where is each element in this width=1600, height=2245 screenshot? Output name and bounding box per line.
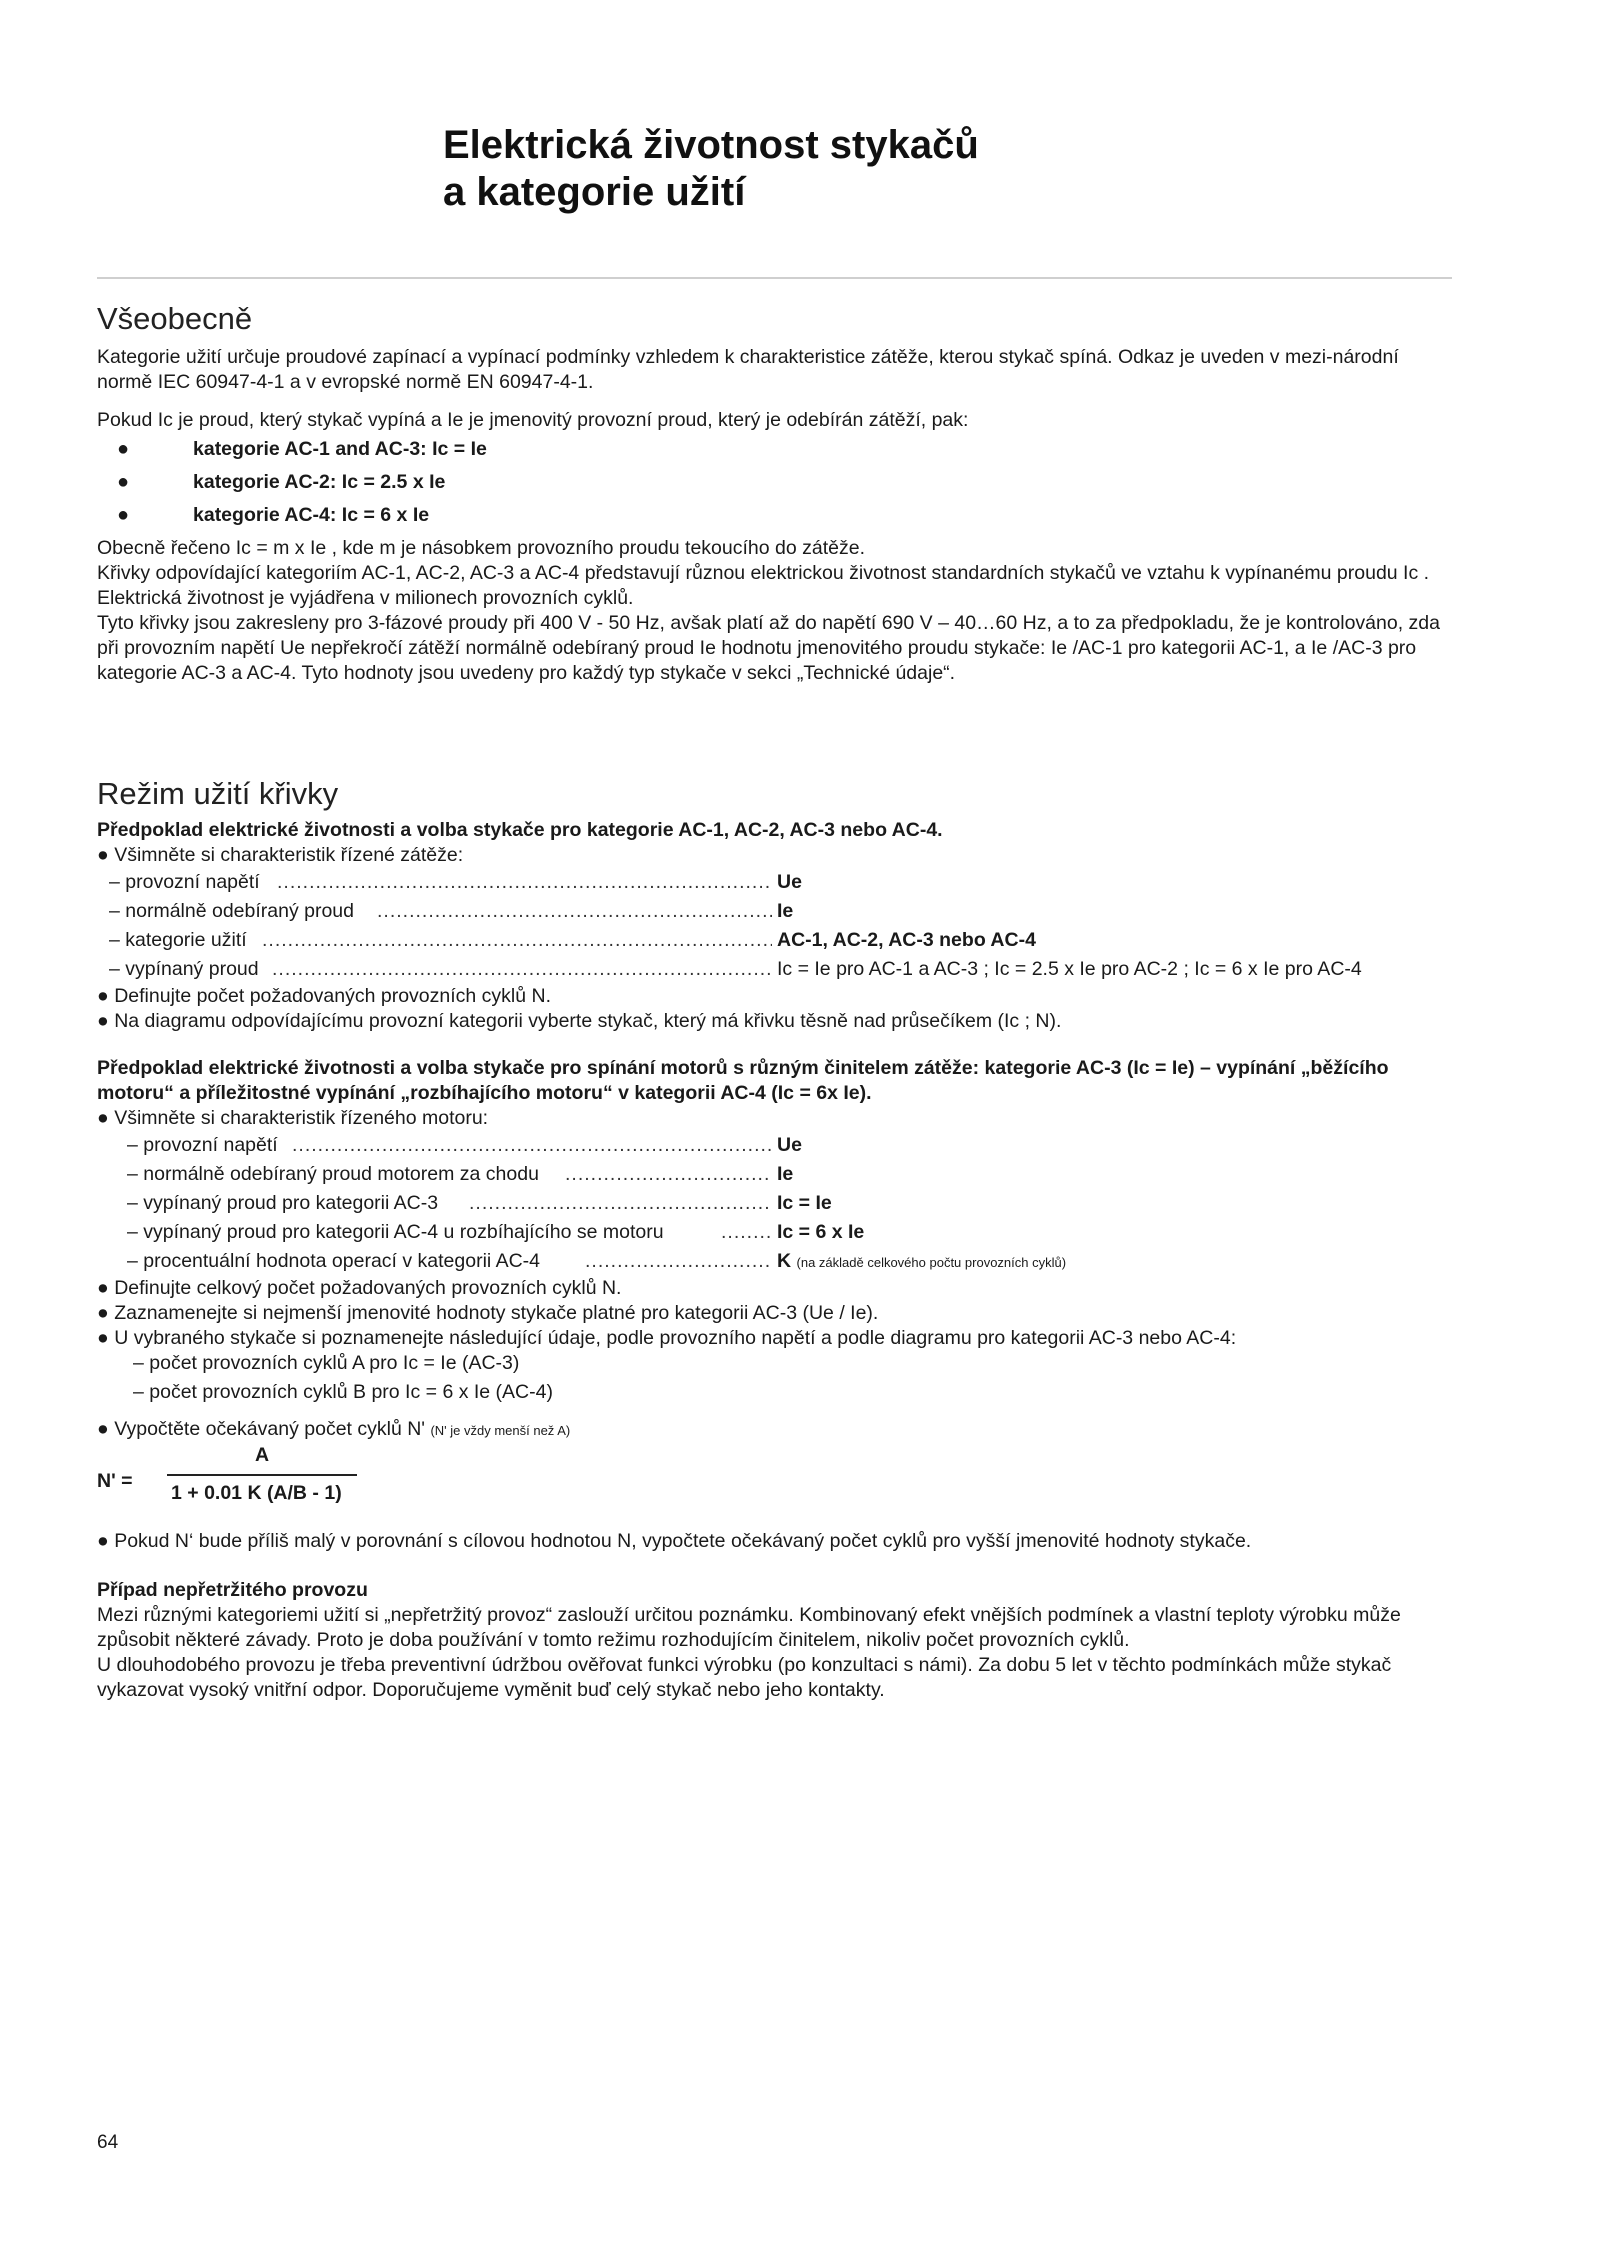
list-item: ● Vypočtěte očekávaný počet cyklů N' (N' je vždy menší než A) <box>97 1418 571 1440</box>
list-item: ● Definujte počet požadovaných provozních cyklů N. <box>97 985 552 1007</box>
fraction-bar <box>167 1474 357 1476</box>
list-item: ● Zaznamenejte si nejmenší jmenovité hodnoty stykače platné pro kategorii AC-3 (Ue / Ie). <box>97 1302 879 1324</box>
list-item: ● Všimněte si charakteristik řízeného motoru: <box>97 1107 489 1129</box>
motor-characteristics <box>97 1131 1457 1276</box>
section-heading-usage: Režim užití křivky <box>97 776 339 811</box>
spec-row: – normálně odebíraný proud ..... Ie <box>97 897 1457 926</box>
load-characteristics <box>97 868 1457 984</box>
list-item: ● Pokud N‘ bude příliš malý v porovnání s cílovou hodnotou N, vypočtete očekávaný počet cyklů pro vyšší jmenovité hodnoty stykače. <box>97 1530 1252 1552</box>
list-item: ● Na diagramu odpovídajícímu provozní kategorii vyberte stykač, který má křivku těsně nad průsečíkem (Ic ; N). <box>97 1010 1062 1032</box>
spec-row: – kategorie užití ..... AC-1, AC-2, AC-3 nebo AC-4 <box>97 926 1457 955</box>
page-number: 64 <box>97 2132 119 2153</box>
list-item: ● Definujte celkový počet požadovaných provozních cyklů N. <box>97 1277 622 1299</box>
paragraph: Mezi různými kategoriemi užití si „nepřetržitý provoz“ zaslouží určitou poznámku. Kombinovaný efekt vnějších podmínek a vlastní teploty výrobku může způsobit některé závady. Proto je doba používání v tomto režimu rozhodujícím činitelem, nikoliv počet provozních cyklů. <box>97 1604 1401 1651</box>
title-line-2: a kategorie užití <box>443 170 746 214</box>
paragraph: Kategorie užití určuje proudové zapínací a vypínací podmínky vzhledem k charakteristice zátěže, kterou stykač spíná. Odkaz je uveden v mezi-národní normě IEC 60947-4-1 a v evropské normě EN 60947-4-1. <box>97 346 1399 393</box>
section-heading-general: Všeobecně <box>97 301 253 336</box>
page-title <box>443 122 979 216</box>
spec-row: – procentuální hodnota operací v kategorii AC-4 ..... K (na základě celkového počtu provozních cyklů) <box>97 1247 1457 1276</box>
spec-row: – normálně odebíraný proud motorem za chodu ..... Ie <box>97 1160 1457 1189</box>
spec-row: – vypínaný proud pro kategorii AC-4 u rozbíhajícího se motoru ..... Ic = 6 x Ie <box>97 1218 1457 1247</box>
spec-row: – vypínaný proud pro kategorii AC-3 ..... Ic = Ie <box>97 1189 1457 1218</box>
list-item: ● kategorie AC-2: Ic = 2.5 x Ie <box>117 471 446 493</box>
subheading: Předpoklad elektrické životnosti a volba stykače pro kategorie AC-1, AC-2, AC-3 nebo AC-4. <box>97 819 943 841</box>
list-item: ● kategorie AC-1 and AC-3: Ic = Ie <box>117 438 487 460</box>
spec-row: – provozní napětí ..... Ue <box>97 868 1457 897</box>
divider <box>97 277 1452 279</box>
section-general-body <box>97 345 1457 686</box>
formula-lhs: N' = <box>97 1470 133 1492</box>
list-subitem: – počet provozních cyklů A pro Ic = Ie (AC-3) <box>133 1352 520 1374</box>
paragraph: Pokud Ic je proud, který stykač vypíná a Ie je jmenovitý provozní proud, který je odebírán zátěží, pak: <box>97 409 969 431</box>
formula-denominator: 1 + 0.01 K (A/B - 1) <box>171 1482 342 1504</box>
paragraph: Obecně řečeno Ic = m x Ie , kde m je násobkem provozního proudu tekoucího do zátěže. <box>97 537 865 559</box>
paragraph: Křivky odpovídající kategoriím AC-1, AC-2, AC-3 a AC-4 představují různou elektrickou životnost standardních stykačů ve vztahu k vypínanému proudu Ic . <box>97 562 1430 584</box>
paragraph: Elektrická životnost je vyjádřena v milionech provozních cyklů. <box>97 587 634 609</box>
section-usage-body <box>97 818 1457 1703</box>
paragraph: U dlouhodobého provozu je třeba preventivní údržbou ověřovat funkci výrobku (po konzultaci s námi). Za dobu 5 let v těchto podmínkách může stykač vykazovat vysoký vnitřní odpor. Doporučujeme vyměnit buď celý stykač nebo jeho kontakty. <box>97 1654 1392 1701</box>
paragraph: Tyto křivky jsou zakresleny pro 3-fázové proudy při 400 V - 50 Hz, avšak platí až do napětí 690 V – 40…60 Hz, a to za předpokladu, že je kontrolováno, zda při provozním napětí Ue nepřekročí zátěží normálně odebíraný proud Ie hodnotu jmenovitého proudu stykače: Ie /AC-1 pro kategorii AC-1, a Ie /AC-3 pro kategorie AC-3 a AC-4. Tyto hodnoty jsou uvedeny pro každý typ stykače v sekci „Technické údaje“. <box>97 612 1440 684</box>
list-item: ● U vybraného stykače si poznamenejte následující údaje, podle provozního napětí a podle diagramu pro kategorii AC-3 nebo AC-4: <box>97 1327 1237 1349</box>
formula-numerator: A <box>255 1444 270 1466</box>
subheading: Případ nepřetržitého provozu <box>97 1579 368 1601</box>
spec-row: – vypínaný proud ..... Ic = Ie pro AC-1 a AC-3 ; Ic = 2.5 x Ie pro AC-2 ; Ic = 6 x Ie pro AC-4 <box>97 955 1457 984</box>
title-line-1: Elektrická životnost stykačů <box>443 123 979 167</box>
list-item: ● Všimněte si charakteristik řízené zátěže: <box>97 844 464 866</box>
list-item: ● kategorie AC-4: Ic = 6 x Ie <box>117 504 430 526</box>
subheading: Předpoklad elektrické životnosti a volba stykače pro spínání motorů s různým činitelem zátěže: kategorie AC-3 (Ic = Ie) – vypínání „běžícího motoru“ a příležitostné vypínání „rozbíhajícího motoru“ v kategorii AC-4 (Ic = 6x Ie). <box>97 1057 1389 1104</box>
list-subitem: – počet provozních cyklů B pro Ic = 6 x Ie (AC-4) <box>133 1381 553 1403</box>
formula <box>97 1443 1457 1513</box>
spec-row: – provozní napětí ..... Ue <box>97 1131 1457 1160</box>
